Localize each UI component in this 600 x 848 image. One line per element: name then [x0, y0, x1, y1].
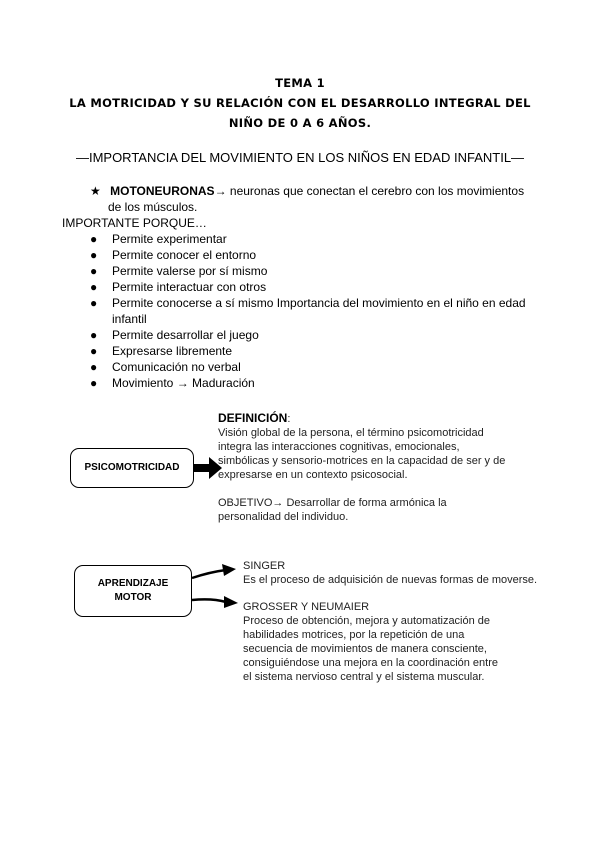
list-item: ● Permite valerse por sí mismo: [90, 264, 268, 278]
definition: → neuronas que conectan el cerebro con los movimientos: [214, 184, 525, 198]
topic-number: TEMA 1: [275, 76, 325, 90]
motoneuronas-definition: [90, 183, 524, 215]
title-line-2: NIÑO DE 0 A 6 AÑOS.: [228, 116, 372, 130]
star-icon: ★: [90, 184, 101, 198]
list-item: ● Permite experimentar: [90, 232, 227, 246]
list-item: ● Permite conocerse a sí mismo Importancia del movimiento en el niño en edad infantil: [90, 296, 526, 326]
psicomotricidad-box: PSICOMOTRICIDAD: [70, 448, 194, 488]
aprendizaje-motor-box: APRENDIZAJE MOTOR: [74, 565, 192, 617]
singer-block: SINGER Es el proceso de adquisición de nuevas formas de moverse.: [243, 560, 538, 586]
list-item: ● Expresarse libremente: [90, 344, 233, 358]
list-item: ● Movimiento → Maduración: [90, 376, 255, 390]
list-item: ● Permite desarrollar el juego: [90, 328, 259, 342]
definition-block: DEFINICIÓN: Visión global de la persona, el término psicomotricidad integra las interacciones cognitivas, emocionales, simbólicas y sensorio-motrices en la capacidad de ser y de expresarse en un contexto psicosocial. OBJETIVO→ Desarrollar de forma armónica la personalidad del individuo.: [218, 411, 506, 523]
section-subtitle: —IMPORTANCIA DEL MOVIMIENTO EN LOS NIÑOS EN EDAD INFANTIL—: [75, 150, 525, 165]
reasons-list: [84, 231, 544, 391]
list-item: ● Permite interactuar con otros: [90, 280, 267, 294]
arrows-icon: [190, 560, 240, 610]
term: MOTONEURONAS: [110, 184, 215, 198]
importante-label: IMPORTANTE PORQUE…: [62, 216, 207, 230]
title-line-1: LA MOTRICIDAD Y SU RELACIÓN CON EL DESARROLLO INTEGRAL DEL: [69, 96, 531, 110]
list-item: ● Permite conocer el entorno: [90, 248, 257, 262]
definition-cont: de los músculos.: [108, 200, 198, 214]
grosser-block: GROSSER Y NEUMAIER Proceso de obtención, mejora y automatización de habilidades motrices, por la repetición de una secuencia de movimientos de manera consciente, consiguiéndose una mejora en la coordinación entre el sistema nervioso central y el sistema muscular.: [243, 601, 499, 683]
list-item: ● Comunicación no verbal: [90, 360, 241, 374]
